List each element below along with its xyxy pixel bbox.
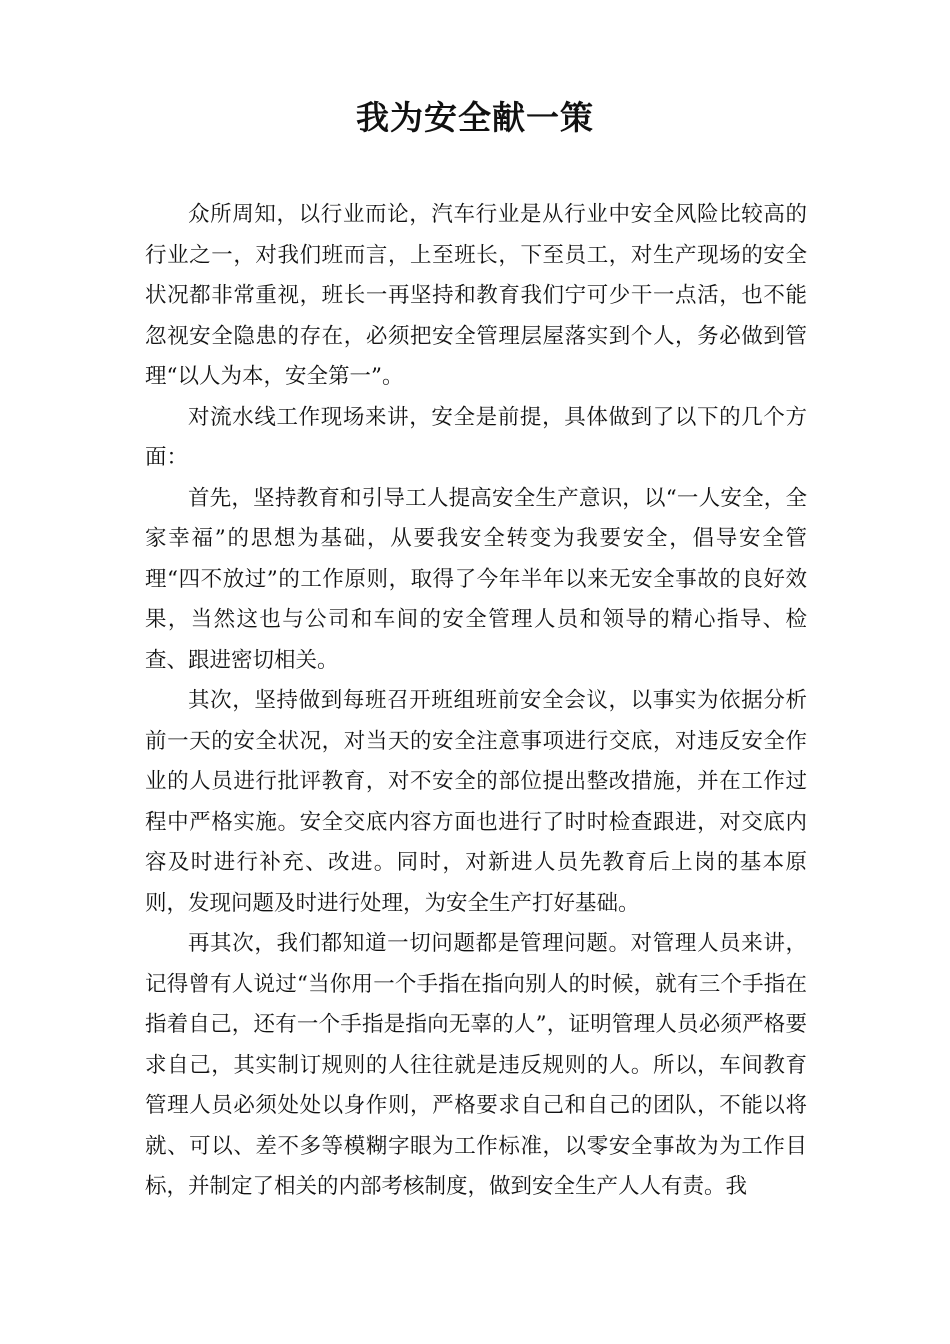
paragraph-first: 首先，坚持教育和引导工人提高安全生产意识，以“一人安全，全家幸福”的思想为基础，从要我安全转变为我要安全，倡导安全管理“四不放过”的工作原则，取得了今年半年以来无安全事故的良好效果，当然这也与公司和车间的安全管理人员和领导的精心指导、检查、跟进密切相关。 — [145, 485, 807, 673]
paragraph-third: 再其次，我们都知道一切问题都是管理问题。对管理人员来讲，记得曾有人说过“当你用一个手指在指向别人的时候，就有三个手指在指着自己，还有一个手指是指向无辜的人”，证明管理人员必须严格要求自己，其实制订规则的人往往就是违反规则的人。所以，车间教育管理人员必须处处以身作则，严格要求自己和自己的团队，不能以将就、可以、差不多等模糊字眼为工作标准，以零安全事故为为工作目标，并制定了相关的内部考核制度，做到安全生产人人有责。我 — [145, 931, 807, 1199]
document-title: 我为安全献一策 — [356, 98, 594, 137]
paragraph-intro: 众所周知，以行业而论，汽车行业是从行业中安全风险比较高的行业之一，对我们班而言，上至班长，下至员工，对生产现场的安全状况都非常重视，班长一再坚持和教育我们宁可少干一点活，也不能忽视安全隐患的存在，必须把安全管理层屋落实到个人，务必做到管理“以人为本，安全第一”。 — [145, 202, 807, 389]
document-body — [145, 195, 807, 1208]
paragraph-overview: 对流水线工作现场来讲，安全是前提，具体做到了以下的几个方面： — [145, 404, 807, 470]
paragraph-second: 其次，坚持做到每班召开班组班前安全会议，以事实为依据分析前一天的安全状况，对当天的安全注意事项进行交底，对违反安全作业的人员进行批评教育，对不安全的部位提出整改措施，并在工作过程中严格实施。安全交底内容方面也进行了时时检查跟进，对交底内容及时进行补充、改进。同时，对新进人员先教育后上岗的基本原则，发现问题及时进行处理，为安全生产打好基础。 — [145, 688, 807, 916]
